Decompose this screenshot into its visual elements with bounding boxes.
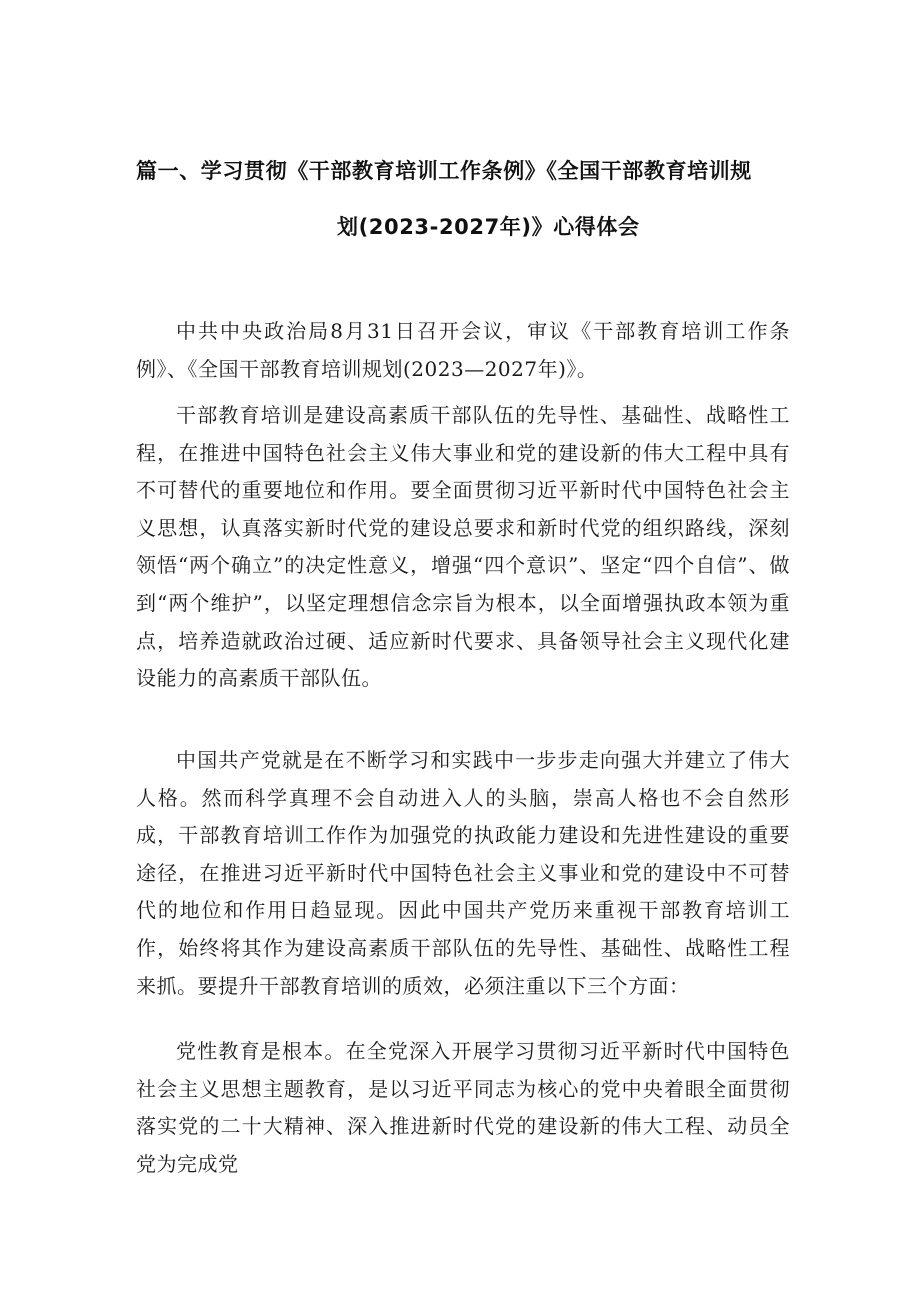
document-title-line-1: 篇一、学习贯彻《干部教育培训工作条例》《全国干部教育培训规: [136, 159, 752, 183]
document-title-line-2: 划(2023-2027年)》心得体会: [337, 215, 640, 239]
paragraph-party-spirit-education: 党性教育是根本。在全党深入开展学习贯彻习近平新时代中国特色社会主义思想主题教育，是以习近平同志为核心的党中央着眼全面贯彻落实党的二十大精神、深入推进新时代党的建设新的伟大工程、动员全党为完成党: [136, 1039, 790, 1176]
paragraph-training-importance: 干部教育培训是建设高素质干部队伍的先导性、基础性、战略性工程，在推进中国特色社会主义伟大事业和党的建设新的伟大工程中具有不可替代的重要地位和作用。要全面贯彻习近平新时代中国特色社会主义思想，认真落实新时代党的建设总要求和新时代党的组织路线，深刻领悟“两个确立”的决定性意义，增强“四个意识”、坚定“四个自信”、做到“两个维护”，以坚定理想信念宗旨为根本，以全面增强执政本领为重点，培养造就政治过硬、适应新时代要求、具备领导社会主义现代化建设能力的高素质干部队伍。: [136, 403, 790, 691]
paragraph-meeting: 中共中央政治局8月31日召开会议，审议《干部教育培训工作条例》、《全国干部教育培训规划(2023—2027年)》。: [136, 319, 790, 381]
paragraph-party-history: 中国共产党就是在不断学习和实践中一步步走向强大并建立了伟大人格。然而科学真理不会自动进入人的头脑，崇高人格也不会自然形成，干部教育培训工作作为加强党的执政能力建设和先进性建设的重要途径，在推进习近平新时代中国特色社会主义事业和党的建设中不可替代的地位和作用日趋显现。因此中国共产党历来重视干部教育培训工作，始终将其作为建设高素质干部队伍的先导性、基础性、战略性工程来抓。要提升干部教育培训的质效，必须注重以下三个方面：: [136, 748, 790, 998]
